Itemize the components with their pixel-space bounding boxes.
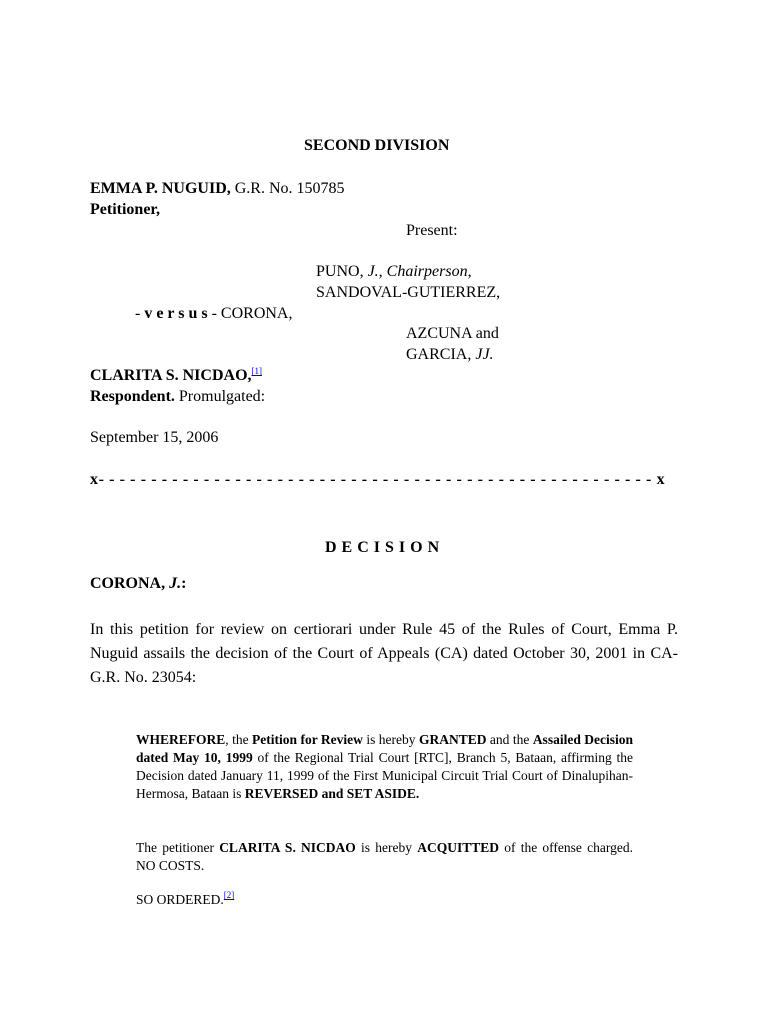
q-granted: GRANTED — [418, 732, 487, 747]
q-text-4: of the Regional Trial Court [RTC], Branch 5, Bataan, affirming the Decision dated January 11, 1999 of the First Municipal Circuit Trial Court of Dinalupihan-Hermosa, Bataan is — [136, 750, 633, 801]
q-text-1: , the — [225, 732, 253, 747]
ponente-line — [90, 574, 186, 594]
petitioner-role: Petitioner, — [90, 201, 161, 218]
footnote-ref-1 — [252, 366, 263, 376]
garcia-title: JJ. — [475, 346, 494, 363]
footnote-link-1[interactable]: [1] — [251, 366, 263, 376]
gr-number: G.R. No. 150785 — [234, 180, 345, 197]
quote-so-ordered — [136, 891, 633, 909]
respondent-role-line — [90, 387, 265, 407]
respondent-name: CLARITA S. NICDAO, — [90, 367, 252, 384]
justice-sandoval: SANDOVAL-GUTIERREZ, — [316, 284, 501, 301]
petitioner-name: EMMA P. NUGUID, — [90, 180, 231, 197]
promulgated-label: Promulgated: — [174, 388, 266, 405]
q-text-3: and the — [486, 732, 533, 747]
caption-separator: x- - - - - - - - - - - - - - - - - - - - - - - - - - - - - - - - - - - - - - - - - - - - - - - - - - - - - x — [90, 471, 666, 488]
q2-text-3: of the offense charged. NO COSTS. — [136, 840, 633, 873]
q-reversed: REVERSED and SET ASIDE. — [244, 786, 420, 801]
puno-comma: , — [467, 263, 472, 280]
versus-dash-left: - — [135, 305, 145, 322]
ponente-colon: : — [181, 575, 187, 592]
q-text-2: is hereby — [362, 732, 419, 747]
quote-acquittal — [136, 839, 633, 875]
garcia-name: GARCIA, — [406, 346, 476, 363]
so-ordered-text: SO ORDERED. — [136, 892, 224, 907]
division-heading: SECOND DIVISION — [304, 137, 450, 154]
versus-line — [135, 304, 292, 324]
respondent-line — [90, 366, 262, 386]
footnote-ref-2 — [224, 890, 235, 900]
ponente-title: J. — [169, 575, 182, 592]
puno-name: PUNO, — [316, 263, 368, 280]
versus-dash-right: - CORONA, — [207, 305, 293, 322]
q-assailed: Assailed Decision dated May 10, 1999 — [136, 732, 634, 765]
ponente-name: CORONA, — [90, 575, 170, 592]
q-petition: Petition for Review — [252, 732, 363, 747]
puno-title: J., Chairperson — [367, 263, 468, 280]
q2-name: CLARITA S. NICDAO — [219, 840, 356, 855]
q2-text-1: The petitioner — [136, 840, 220, 855]
decision-title: D E C I S I O N — [325, 539, 440, 556]
q2-text-2: is hereby — [355, 840, 418, 855]
present-label: Present: — [406, 222, 458, 239]
justice-azcuna: AZCUNA and — [406, 325, 499, 342]
respondent-role: Respondent. — [90, 388, 175, 405]
promulgation-date: September 15, 2006 — [90, 429, 219, 446]
justice-garcia — [406, 345, 494, 365]
q-wherefore: WHEREFORE — [136, 732, 226, 747]
versus-word: v e r s u s — [144, 305, 208, 322]
q2-acquitted: ACQUITTED — [417, 840, 499, 855]
footnote-link-2[interactable]: [2] — [223, 890, 235, 900]
intro-paragraph: In this petition for review on certiorari under Rule 45 of the Rules of Court, Emma P. Nuguid assails the decision of the Court of Appeals (CA) dated October 30, 2001 in CA-G.R. No. 23054: — [90, 621, 678, 686]
justice-puno — [316, 262, 472, 282]
petitioner-line — [90, 179, 345, 199]
quote-dispositive — [136, 731, 633, 803]
